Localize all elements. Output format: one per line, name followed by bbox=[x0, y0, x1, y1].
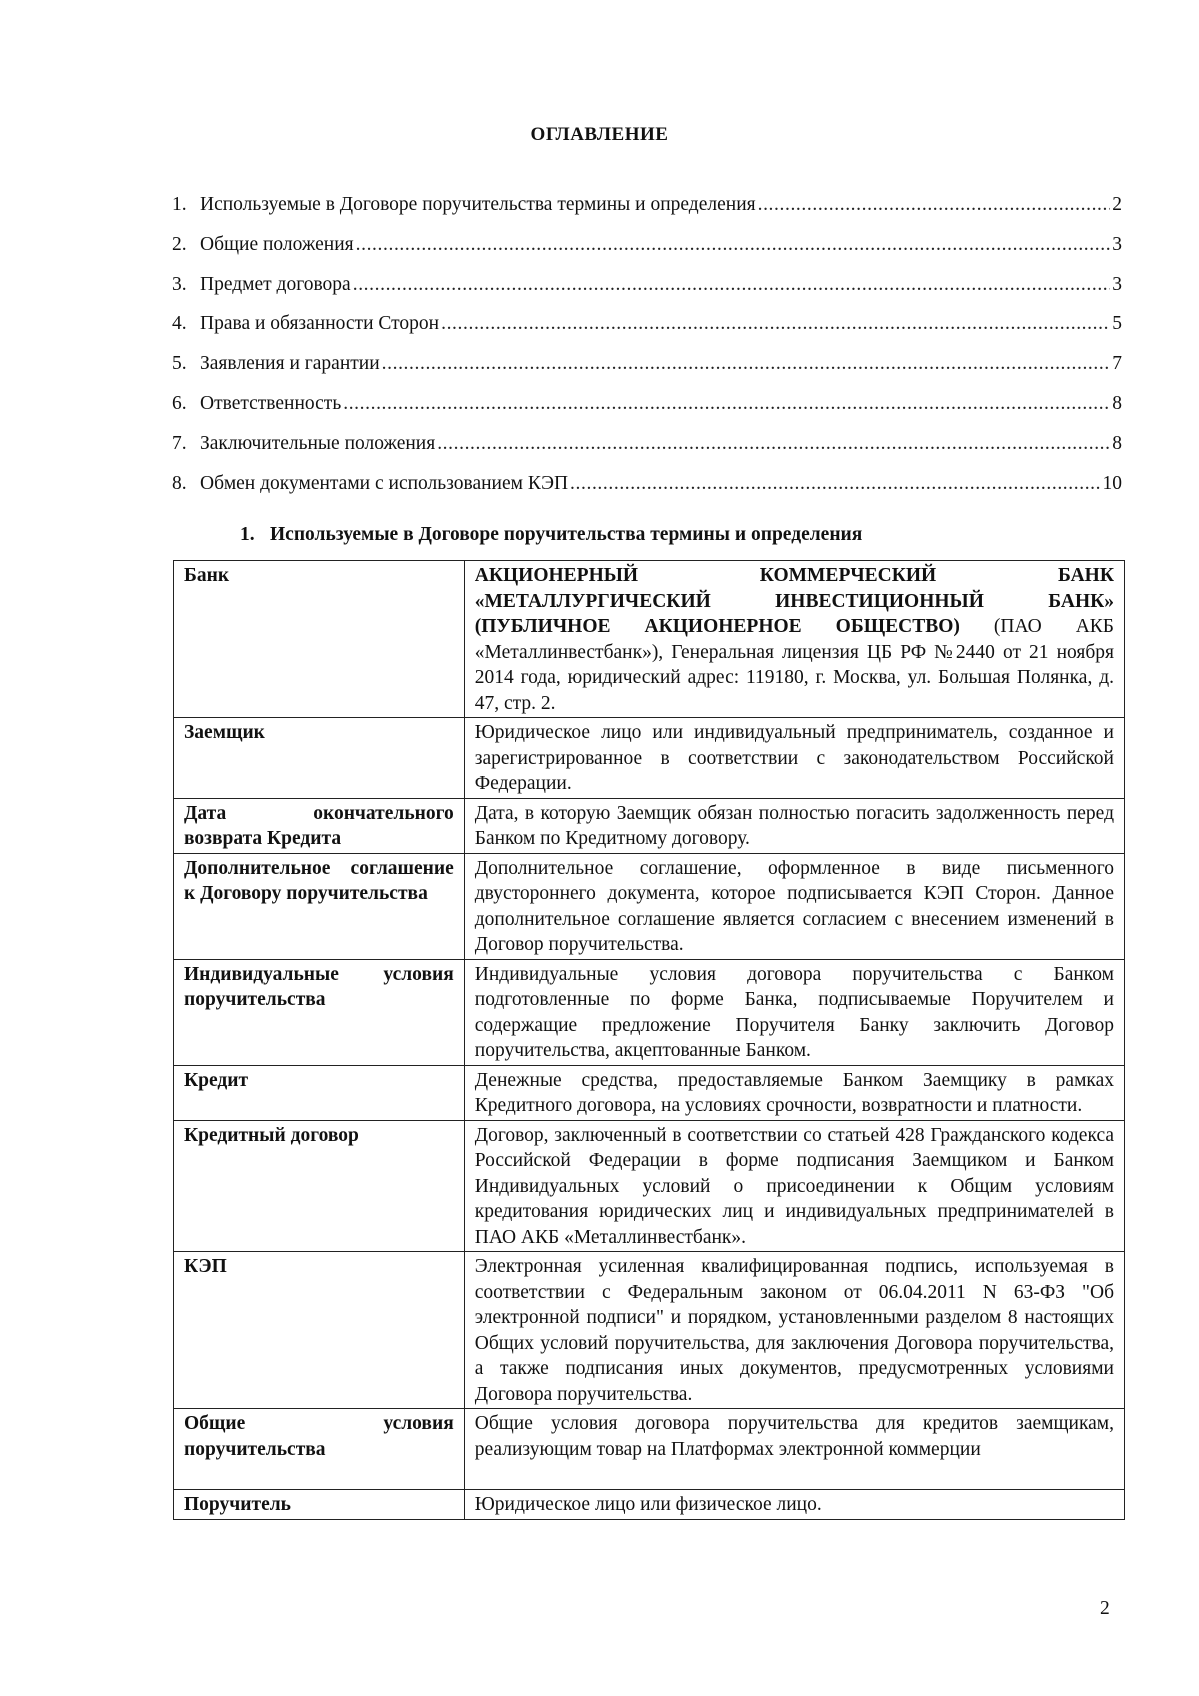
toc-item[interactable] bbox=[172, 353, 1122, 393]
toc-item-page: 8 bbox=[1112, 432, 1122, 454]
table-row bbox=[174, 1490, 1125, 1520]
term-cell: Общие условия поручительства bbox=[174, 1409, 465, 1490]
toc-dot-leader bbox=[356, 234, 1111, 256]
toc-item-page: 3 bbox=[1112, 273, 1122, 295]
table-row bbox=[174, 853, 1125, 959]
toc-item-label: Предмет договора bbox=[200, 273, 351, 295]
toc-item-page: 5 bbox=[1112, 313, 1122, 335]
term-cell: Дополнительное соглашение к Договору поручительства bbox=[174, 853, 465, 959]
toc-item-number: 8. bbox=[172, 472, 187, 494]
table-of-contents bbox=[172, 194, 1122, 512]
table-row bbox=[174, 959, 1125, 1065]
toc-item[interactable] bbox=[172, 473, 1122, 513]
toc-item-label: Заявления и гарантии bbox=[200, 353, 380, 375]
toc-item-label: Общие положения bbox=[200, 233, 354, 255]
toc-item[interactable] bbox=[172, 393, 1122, 433]
toc-item-number: 5. bbox=[172, 353, 187, 375]
definition-cell: Денежные средства, предоставляемые Банком Заемщику в рамках Кредитного договора, на условиях срочности, возвратности и платности. bbox=[464, 1065, 1124, 1120]
section-heading bbox=[240, 524, 862, 546]
toc-dot-leader bbox=[437, 433, 1110, 455]
terms-table bbox=[173, 560, 1125, 1520]
definition-cell: Общие условия договора поручительства для кредитов заемщикам, реализующим товар на Платформах электронной коммерции bbox=[464, 1409, 1124, 1490]
toc-item[interactable] bbox=[172, 234, 1122, 274]
toc-item-page: 3 bbox=[1112, 233, 1122, 255]
toc-dot-leader bbox=[758, 194, 1111, 216]
table-row bbox=[174, 718, 1125, 799]
definition-cell: Юридическое лицо или физическое лицо. bbox=[464, 1490, 1124, 1520]
term-cell: Дата окончательного возврата Кредита bbox=[174, 798, 465, 853]
toc-item-number: 3. bbox=[172, 273, 187, 295]
term-cell: Кредитный договор bbox=[174, 1120, 465, 1252]
toc-item-page: 10 bbox=[1102, 472, 1122, 494]
definition-text: (ПАО АКБ «Металлинвестбанк»), Генеральная лицензия ЦБ РФ №2440 от 21 ноября 2014 года, юридический адрес: 119180, г. Москва, ул. Большая Полянка, д. 47, стр. 2. bbox=[474, 616, 1114, 714]
toc-dot-leader bbox=[441, 313, 1110, 335]
toc-item-number: 4. bbox=[172, 313, 187, 335]
toc-item-label: Используемые в Договоре поручительства термины и определения bbox=[200, 194, 756, 215]
toc-dot-leader bbox=[343, 393, 1110, 415]
term-cell: Кредит bbox=[174, 1065, 465, 1120]
definition-cell: Договор, заключенный в соответствии со статьей 428 Гражданского кодекса Российской Федерации в форме подписания Заемщиком и Банком Индивидуальных условий о присоединении к Общим условиям кредитования юридических лиц и индивидуальных предпринимателей в ПАО АКБ «Металлинвестбанк». bbox=[464, 1120, 1124, 1252]
toc-item-label: Обмен документами с использованием КЭП bbox=[200, 472, 569, 494]
toc-item[interactable] bbox=[172, 194, 1122, 234]
toc-item-number: 7. bbox=[172, 432, 187, 454]
page-number: 2 bbox=[1100, 1598, 1110, 1619]
table-row bbox=[174, 1065, 1125, 1120]
toc-item-label: Ответственность bbox=[200, 392, 342, 414]
definition-cell: Индивидуальные условия договора поручительства с Банком подготовленные по форме Банка, подписываемые Поручителем и содержащие предложение Поручителя Банку заключить Договор поручительства, акцептованные Банком. bbox=[464, 959, 1124, 1065]
bank-full-name: АКЦИОНЕРНЫЙ КОММЕРЧЕСКИЙ БАНК «МЕТАЛЛУРГИЧЕСКИЙ ИНВЕСТИЦИОННЫЙ БАНК» (ПУБЛИЧНОЕ АКЦИОНЕРНОЕ ОБЩЕСТВО) bbox=[474, 565, 1114, 637]
toc-dot-leader bbox=[382, 353, 1111, 375]
section-number: 1. bbox=[240, 524, 255, 545]
definition-cell: Электронная усиленная квалифицированная подпись, используемая в соответствии с Федеральным законом от 06.04.2011 N 63-ФЗ "Об электронной подписи" и порядком, установленными разделом 8 настоящих Общих условий поручительства, для заключения Договора поручительства, а также подписания иных документов, предусмотренных условиями Договора поручительства. bbox=[464, 1252, 1124, 1409]
toc-dot-leader bbox=[353, 274, 1111, 296]
table-row bbox=[174, 561, 1125, 718]
toc-item-page: 8 bbox=[1112, 392, 1122, 414]
toc-item-number: 6. bbox=[172, 392, 187, 414]
definition-cell: Юридическое лицо или индивидуальный предприниматель, созданное и зарегистрированное в соответствии с законодательством Российской Федерации. bbox=[464, 718, 1124, 799]
definition-cell: Дополнительное соглашение, оформленное в виде письменного двустороннего документа, которое подписывается КЭП Сторон. Данное дополнительное соглашение является согласием с внесением изменений в Договор поручительства. bbox=[464, 853, 1124, 959]
toc-title: ОГЛАВЛЕНИЕ bbox=[530, 124, 669, 145]
term-cell: Индивидуальные условия поручительства bbox=[174, 959, 465, 1065]
toc-item-number: 1. bbox=[172, 194, 187, 215]
toc-item-page: 2 bbox=[1112, 194, 1122, 215]
toc-item[interactable] bbox=[172, 433, 1122, 473]
toc-item[interactable] bbox=[172, 313, 1122, 353]
toc-item-label: Права и обязанности Сторон bbox=[200, 313, 440, 335]
section-title: Используемые в Договоре поручительства термины и определения bbox=[270, 524, 863, 545]
toc-item[interactable] bbox=[172, 274, 1122, 314]
toc-dot-leader bbox=[570, 473, 1100, 495]
term-cell: Заемщик bbox=[174, 718, 465, 799]
table-row bbox=[174, 1252, 1125, 1409]
term-cell: Банк bbox=[174, 561, 465, 718]
toc-item-label: Заключительные положения bbox=[200, 432, 436, 454]
table-row bbox=[174, 1409, 1125, 1490]
toc-item-page: 7 bbox=[1112, 353, 1122, 375]
term-cell: КЭП bbox=[174, 1252, 465, 1409]
term-cell: Поручитель bbox=[174, 1490, 465, 1520]
definition-cell bbox=[464, 561, 1124, 718]
table-row bbox=[174, 1120, 1125, 1252]
toc-item-number: 2. bbox=[172, 233, 187, 255]
definition-cell: Дата, в которую Заемщик обязан полностью погасить задолженность перед Банком по Кредитному договору. bbox=[464, 798, 1124, 853]
table-row bbox=[174, 798, 1125, 853]
